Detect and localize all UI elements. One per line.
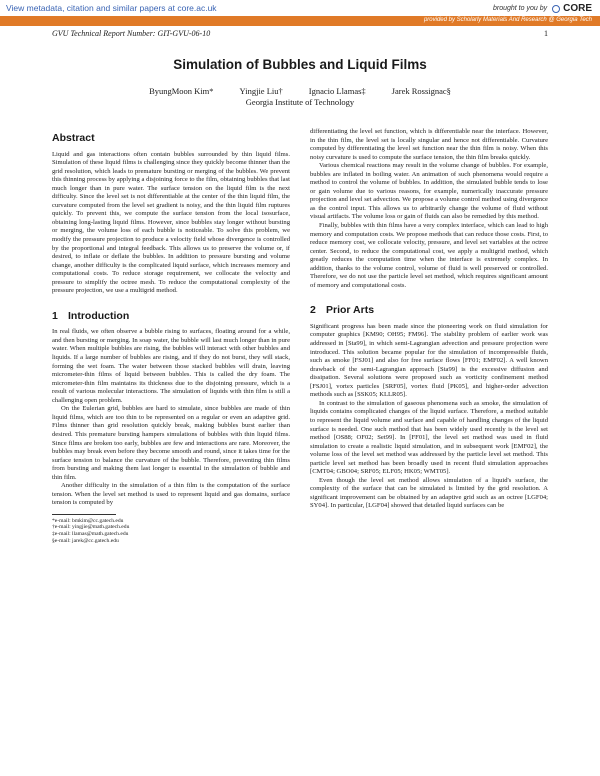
author-list — [0, 86, 600, 96]
paragraph: In contrast to the simulation of gaseous phenomena such as smoke, the simulation of liquids contains complicated changes of the liquid surface. Therefore, a method suitable to represent the liquid volume and surface and capable of handling changes of the liquid surface is needed. One such method that has been widely used recently is the level set method [OS88; OF02; Set99]. In [FF01], the level set method was used in fluid simulation to create a realistic liquid simulation, and in subsequent work [EMF02], the volume loss of the level set method was addressed by the particle level set method. This particle level set method has been broadly used in recent fluid simulation approaches [CMT04; GBO04; SRF05; ELF05; HK05; WMT05]. — [310, 399, 548, 476]
footnote: *e-mail: bmkim@cc.gatech.edu — [52, 517, 124, 524]
report-number: GVU Technical Report Number: GIT-GVU-06-10 — [52, 29, 211, 38]
paragraph: In real fluids, we often observe a bubble rising to surfaces, floating around for a while, and then bursting or merging. In soap water, the bubble will last much longer than in pure water. When multiple bubbles are rising, the bubbles will interact with other bubbles and liquids. If a large number of bubbles are rising, and if they do not burst, they will stack, forming the wet foam. The water between those stacked bubbles will drain, leaving micrometer-thin films of liquid between bubbles. This is called the dry foam. The micrometer-thin film maintains its thickness due to the disjoining pressure, which is a result of various molecular interactions. The simulation of liquids with thin film is still a challenging open problem. — [52, 328, 290, 404]
right-column — [310, 128, 548, 511]
section-heading-prior-arts — [310, 306, 548, 315]
paragraph: Various chemical reactions may result in the volume change of bubbles. For example, bubbles are inflated in boiling water. An animation of such phenomena would require a method to control the volume of bubbles. In addition, the simulated bubble tends to lose or gain volume due to various reasons, for example, numerically inaccurate pressure projection and level set advection. We propose a volume control method using divergence as the control input. This allows us to arbitrarily change the volume of fluid without visual artifacts. The volume loss or gain of fluids can also be remedied by this method. — [310, 162, 548, 221]
paragraph: Even though the level set method allows simulation of a liquid's surface, the complexity of the surface that can be simulated is limited by the grid resolution. A significant improvement can be obtained by an adaptive grid such as an octree [LGF04; SY04]. In particular, [LGF04] showed that detailed liquid surfaces can be — [310, 476, 548, 510]
section-title: Introduction — [68, 309, 130, 322]
view-metadata-link[interactable]: View metadata, citation and similar papers at core.ac.uk — [6, 3, 217, 13]
affiliation: Georgia Institute of Technology — [245, 97, 355, 107]
footnote-rule — [52, 514, 116, 515]
paragraph: On the Eulerian grid, bubbles are hard to simulate, since bubbles are made of thin liquid films, which are too thin to be represented on a regular or even an adaptive grid. Films thinner than grid resolution quickly break, making bubbles burst earlier than desired. This premature bursting hampers simulations of bubbles with thin liquid films. Since films are broken too early, bubbles are few and interactions are rare. Moreover, the bubbles may break even before they become smooth and round, since it takes time for the surface tension to balance the curvature of the bubble. Therefore, preventing thin films from bursting and making them last longer is essential in the simulation of bubble and thin film. — [52, 405, 290, 481]
section-number: 1 — [52, 309, 58, 322]
section-title: Prior Arts — [326, 304, 375, 317]
footnote: ‡e-mail: llamas@math.gatech.edu — [52, 531, 129, 538]
author-name: Ignacio Llamas‡ — [308, 86, 366, 96]
core-banner — [0, 0, 600, 26]
core-logo-text: CORE — [563, 3, 592, 14]
running-head — [52, 29, 548, 38]
footnote: †e-mail: yingjie@math.gatech.edu — [52, 524, 130, 531]
section-number: 2 — [310, 304, 316, 317]
provided-by-text[interactable]: provided by Scholarly Materials And Research @ Georgia Tech — [423, 16, 592, 23]
author-name: Yingjie Liu† — [239, 86, 283, 96]
abstract-heading: Abstract — [52, 132, 95, 144]
paragraph: Another difficulty in the simulation of a thin film is the computation of the surface tension. When the level set method is used to represent liquid and gas domains, surface tension is computed by — [52, 482, 290, 507]
brought-by-text: brought to you by — [493, 5, 548, 12]
page-number: 1 — [544, 29, 548, 38]
section-heading-introduction — [52, 309, 290, 322]
paragraph: Significant progress has been made since the pioneering work on fluid simulation for computer graphics [KM90; OH95; FM96]. The stability problem of earlier work was addressed in [Sta99], in which semi-Lagrangian advection and pressure projection were introduced. This solution became popular for the simulation of incompressible fluids, such as smoke [FSJ01] and also for free surface flows [FF01; EMF02]. A well known drawback of the semi-Lagrangian approach [Sta99] is the excessive diffusion and dissipation. Several solutions were proposed such as vorticity confinement method [FSJ01], vortex particles [SRF05], vortex fluid [PK05], and higher-order advection methods such as [SSK05; KLLR05]. — [310, 322, 548, 399]
core-branding[interactable] — [493, 3, 592, 14]
paper-title: Simulation of Bubbles and Liquid Films — [173, 57, 427, 72]
author-name: ByungMoon Kim* — [149, 86, 214, 96]
abstract-text: Liquid and gas interactions often contain bubbles surrounded by thin liquid films. Simulation of these liquid films is challenging since they quickly become thinner than the grid resolution, which leads to premature bursting or merging of the bubbles. We prevent this thinning process by applying a disjoining force to the film, obtaining bubbles that last much longer than in pure water. The surface tension on the liquid film is the next difficulty. Since the level set is not differentiable at the center of the thin liquid film, the curvature computed from the level set gradient is noisy, and the thin liquid film ruptures quickly. To prevent this, we compute the surface tension from the local isosurface, obtaining long-lasting liquid films. However, since bubbles stay longer without bursting or merging, the volume loss of each bubble is noticeable. To solve this problem, we modify the pressure projection to produce a velocity field whose divergence is controlled by the proportional and integral feedback. This allows us to preserve the volume or, if desired, to inflate or deflate the bubbles. In addition to pressure bursting and volume change, another difficulty is the complicated liquid surface, which increases memory and computational costs. To reduce storage requirement, we collocate the velocity and pressure to simplify the octree mesh. To reduce the computational complexity of the pressure projection, we use a multigrid method. — [52, 150, 290, 295]
paragraph: Finally, bubbles with thin films have a very complex interface, which can lead to high memory and computation costs. We propose methods that can reduce those costs. First, to reduce memory cost, we collocate velocity, pressure, and level set variables at the octree center. Second, to reduce the computational cost, we apply a multigrid method, which greatly reduces the computation time when the interface is extremely complex. In addition, thanks to the volume control, volume of fluid is well preserved or controlled. Therefore, we do not use the particle level set method, which requires significant amount of memory and computational costs. — [310, 222, 548, 289]
paragraph: differentiating the level set function, which is differentiable near the interface. However, in the thin film, the level set is locally singular and hence not differentiable. Curvature computed by differentiating the level set function near the thin film is noisy. When this noisy curvature is used to compute the surface tension, the thin film breaks quickly. — [310, 128, 548, 161]
footnote: §e-mail: jarek@cc.gatech.edu — [52, 537, 119, 544]
left-column — [52, 128, 290, 544]
core-logo-icon — [552, 5, 560, 13]
author-name: Jarek Rossignac§ — [391, 86, 451, 96]
provided-by-bar — [0, 16, 600, 26]
